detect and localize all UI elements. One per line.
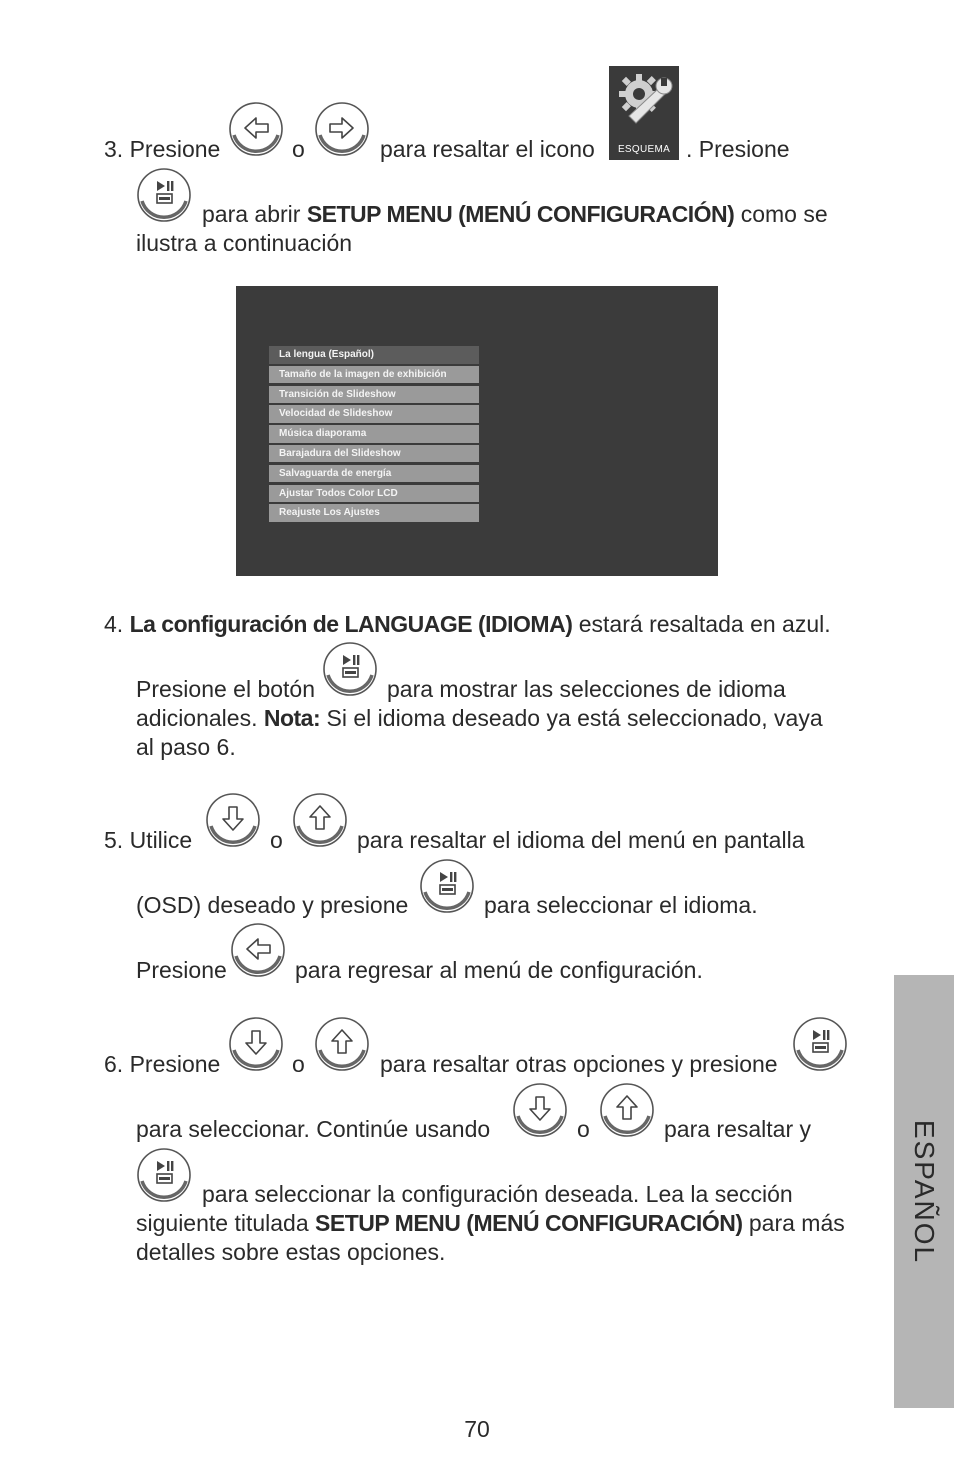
- setup-menu-item: Transición de Slideshow: [269, 386, 479, 404]
- step4-line2-suffix: para mostrar las selecciones de idioma: [387, 676, 786, 702]
- step5-line2-prefix: (OSD) deseado y presione: [136, 892, 409, 918]
- setup-menu-item: Ajustar Todos Color LCD: [269, 485, 479, 503]
- step6-line5: detalles sobre estas opciones.: [136, 1239, 446, 1265]
- up-arrow-button-icon: [314, 1016, 370, 1072]
- left-arrow-button-icon: [228, 101, 284, 157]
- step6-line1-suffix: para resaltar otras opciones y presione: [380, 1051, 778, 1077]
- step4-line3: adicionales. Nota: Si el idioma deseado ya está seleccionado, vaya: [136, 705, 823, 731]
- step5-line1-prefix: 5. Utilice: [104, 827, 193, 853]
- step6-line2-suffix: para resaltar y: [664, 1116, 812, 1142]
- setup-menu-item: La lengua (Español): [269, 346, 479, 364]
- setup-menu-screenshot: [236, 286, 718, 576]
- esquema-settings-icon: [609, 66, 679, 160]
- down-arrow-button-icon: [228, 1016, 284, 1072]
- esquema-icon-label: ESQUEMA: [617, 144, 671, 155]
- step3-line2: para abrir SETUP MENU (MENÚ CONFIGURACIÓN) como se: [202, 201, 828, 227]
- right-arrow-button-icon: [314, 101, 370, 157]
- down-arrow-button-icon: [512, 1082, 568, 1138]
- step5-line3-prefix: Presione: [136, 957, 227, 983]
- setup-menu-item: Tamaño de la imagen de exhibición: [269, 366, 479, 384]
- step3-mid: para resaltar el icono: [380, 136, 595, 162]
- step4-line2-prefix: Presione el botón: [136, 676, 316, 702]
- play-pause-button-icon: [792, 1016, 848, 1072]
- step6-line2-prefix: para seleccionar. Continúe usando: [136, 1116, 491, 1142]
- play-pause-button-icon: [136, 1147, 192, 1203]
- setup-menu-item: Salvaguarda de energía: [269, 465, 479, 483]
- step5-line3-suffix: para regresar al menú de configuración.: [295, 957, 703, 983]
- up-arrow-button-icon: [599, 1082, 655, 1138]
- play-pause-button-icon: [419, 858, 475, 914]
- step3-line1-prefix: 3. Presione: [104, 136, 221, 162]
- setup-menu-item: Barajadura del Slideshow: [269, 445, 479, 463]
- up-arrow-button-icon: [292, 792, 348, 848]
- step5-or: o: [270, 827, 283, 853]
- step6-line3: para seleccionar la configuración deseada. Lea la sección: [202, 1181, 793, 1207]
- wrench-gear-icon: [609, 66, 679, 136]
- setup-menu-item: Velocidad de Slideshow: [269, 405, 479, 423]
- side-tab-label: ESPAÑOL: [909, 1119, 940, 1264]
- left-arrow-button-icon: [230, 922, 286, 978]
- step6-line2-or: o: [577, 1116, 590, 1142]
- step3-after-icon: . Presione: [686, 136, 790, 162]
- step3-line3: ilustra a continuación: [136, 230, 353, 256]
- step5-line1-suffix: para resaltar el idioma del menú en pantalla: [357, 827, 805, 853]
- step4-line1: 4. La configuración de LANGUAGE (IDIOMA) estará resaltada en azul.: [104, 611, 831, 637]
- language-side-tab: [894, 975, 954, 1408]
- step6-line4: siguiente titulada SETUP MENU (MENÚ CONFIGURACIÓN) para más: [136, 1210, 845, 1236]
- step4-line4: al paso 6.: [136, 734, 236, 760]
- step6-or: o: [292, 1051, 305, 1077]
- step3-or: o: [292, 136, 305, 162]
- step6-line1-prefix: 6. Presione: [104, 1051, 221, 1077]
- setup-menu-item: Reajuste Los Ajustes: [269, 504, 479, 522]
- play-pause-button-icon: [136, 167, 192, 223]
- step5-line2-suffix: para seleccionar el idioma.: [484, 892, 758, 918]
- setup-menu-item: Música diaporama: [269, 425, 479, 443]
- page-number: 70: [464, 1416, 490, 1442]
- play-pause-button-icon: [322, 641, 378, 697]
- setup-menu-list: [269, 346, 479, 524]
- down-arrow-button-icon: [205, 792, 261, 848]
